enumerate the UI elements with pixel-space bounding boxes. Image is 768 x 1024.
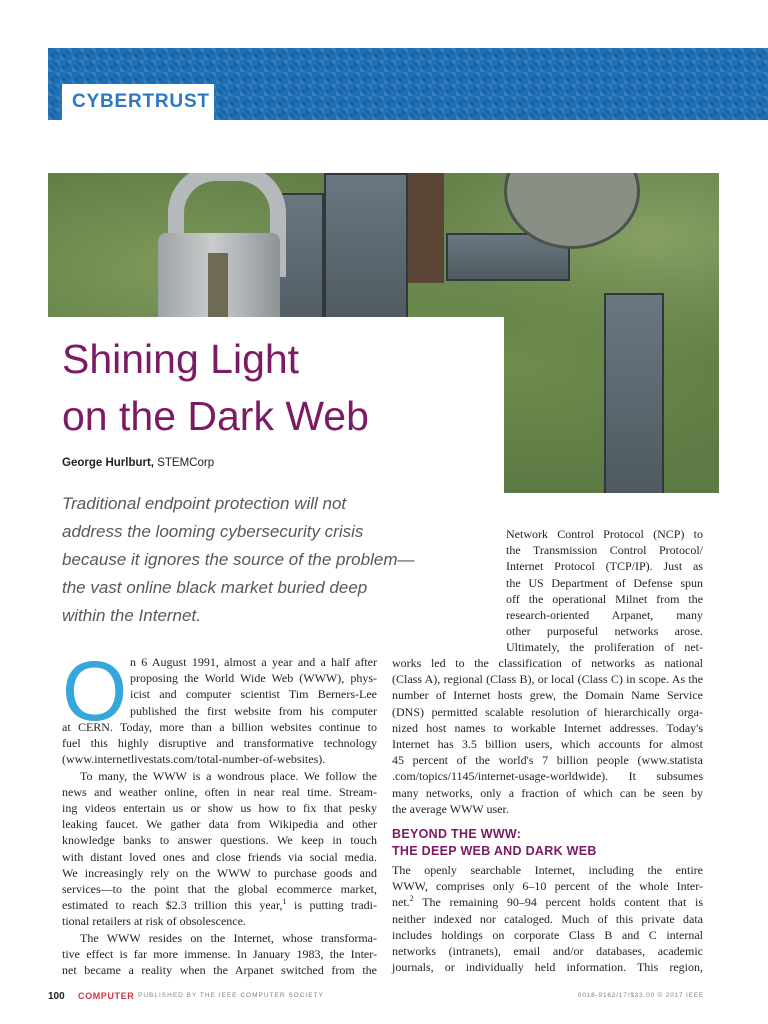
author-name: George Hurlburt, (62, 457, 155, 469)
drop-cap: O (62, 644, 128, 738)
text-line: proposing the World Wide Web (WWW), phys- (130, 671, 377, 686)
text-line: works led to the classification of networks as national (392, 656, 703, 670)
text-span: is putting tradi- (286, 898, 378, 913)
page-footer (48, 991, 704, 1005)
section-heading (392, 826, 703, 860)
dek-line: address the looming cybersecurity crisis (62, 522, 364, 541)
text-line: includes holdings on corporate Class B and C internal (392, 927, 703, 942)
text-line: nized host names to workable Internet addresses. Today's (392, 720, 703, 735)
text-span: net. (392, 895, 410, 910)
reference-marker: 2 (409, 894, 414, 904)
text-line: knowledge banks to answer questions. We keep in touch (62, 833, 377, 848)
text-line: journals, or individually held information. This region, (392, 960, 703, 975)
text-line: To many, the WWW is a wondrous place. We follow the (80, 768, 377, 783)
article-title (62, 331, 502, 445)
text-line: many networks, only a fraction of which can be seen by (392, 785, 703, 800)
column-2-top (506, 526, 703, 656)
text-line: Ultimately, the proliferation of net- (506, 640, 703, 655)
text-line (62, 897, 377, 913)
page-number: 100 (48, 991, 65, 1002)
text-line: .com/topics/1145/internet-usage-worldwide). It subsumes (392, 769, 703, 784)
dek-line: within the Internet. (62, 606, 201, 625)
department-label: CYBERTRUST (72, 91, 210, 112)
text-line: published the first website from his computer (130, 703, 377, 718)
text-line: the US Department of Defense spun (506, 575, 703, 590)
text-span: estimated to reach $2.3 trillion this year, (62, 898, 283, 913)
text-line: 45 percent of the world's 7 billion people (www.statista (392, 753, 703, 768)
text-line: networks (intranets), email and/or databases, academic (392, 944, 703, 959)
section-heading-line: BEYOND THE WWW: (392, 827, 522, 841)
text-line: n 6 August 1991, almost a year and a half after (130, 655, 377, 669)
text-line: the average WWW user. (392, 801, 509, 816)
text-line: The WWW resides on the Internet, whose transforma- (80, 930, 377, 945)
text-line: at CERN. Today, more than a billion websites continue to (62, 720, 377, 734)
dek-line: the vast online black market buried deep (62, 578, 368, 597)
text-line (392, 894, 703, 910)
text-line: (Class A), regional (Class B), or local (Class C) in scope. As the (392, 672, 703, 687)
copyright-code: 0018-9162/17/$33.00 © 2017 IEEE (577, 992, 704, 999)
column-1-intro (130, 654, 377, 719)
column-1-body (62, 719, 377, 978)
text-line: other purposeful networks arose. (506, 624, 703, 639)
text-line: The openly searchable Internet, including the entire (392, 863, 703, 877)
text-line: tive effect is far more immense. In January 1983, the Inter- (62, 946, 377, 961)
text-line: (www.internetlivestats.com/total-number-of-websites). (62, 752, 326, 767)
text-line: news and weather online, often in near real time. Stream- (62, 784, 377, 799)
text-line: ing videos entertain us or show us how to fix that pesky (62, 801, 377, 816)
hero-rust-bar (408, 173, 444, 283)
text-line: leaking faucet. We gather data from Wikipedia and other (62, 817, 377, 832)
hero-metal-plate (324, 173, 408, 327)
column-2-body (392, 655, 703, 817)
hero-metal-post (604, 293, 664, 493)
title-line: on the Dark Web (62, 393, 369, 439)
reference-marker: 1 (282, 897, 287, 907)
text-line: research-oriented Arpanet, many (506, 608, 703, 623)
text-line: off the operational Milnet from the (506, 591, 703, 606)
publisher-line: PUBLISHED BY THE IEEE COMPUTER SOCIETY (138, 992, 324, 999)
author-affiliation: STEMCorp (157, 457, 215, 469)
text-line: We increasingly rely on the WWW to purchase goods and (62, 865, 377, 880)
text-line: Internet has 3.5 billion users, which accounts for almost (392, 737, 703, 752)
text-line: Internet Protocol (TCP/IP). Just as (506, 559, 703, 574)
text-line: (DNS) permitted scalable resolution of hierarchically orga- (392, 704, 703, 719)
text-line: the Transmission Control Protocol/ (506, 543, 703, 558)
dek-line: because it ignores the source of the problem— (62, 550, 415, 569)
article-dek (62, 490, 442, 630)
text-line: number of Internet hosts grew, the Domain Name Service (392, 688, 703, 703)
text-line: tional retailers at risk of obsolescence. (62, 914, 246, 929)
byline (62, 457, 214, 469)
text-line: services—to the point that the global ecommerce market, (62, 882, 377, 897)
text-line: icist and computer scientist Tim Berners-Lee (130, 687, 377, 702)
text-line: net became a reality when the Arpanet switched from the (62, 963, 377, 978)
text-line: neither indexed nor cataloged. Much of this private data (392, 911, 703, 926)
dek-line: Traditional endpoint protection will not (62, 494, 347, 513)
text-line: Network Control Protocol (NCP) to (506, 527, 703, 541)
column-2-section (392, 862, 703, 975)
magazine-name: COMPUTER (78, 991, 135, 1001)
text-line: with distant loved ones and close friends via social media. (62, 849, 377, 864)
text-span: The remaining 90–94 percent holds content that is (413, 895, 703, 910)
text-line: fuel this highly disruptive and transformative technology (62, 736, 377, 751)
title-line: Shining Light (62, 336, 300, 382)
text-line: WWW, comprises only 6–10 percent of the whole Inter- (392, 879, 703, 894)
section-heading-line: THE DEEP WEB AND DARK WEB (392, 844, 597, 858)
